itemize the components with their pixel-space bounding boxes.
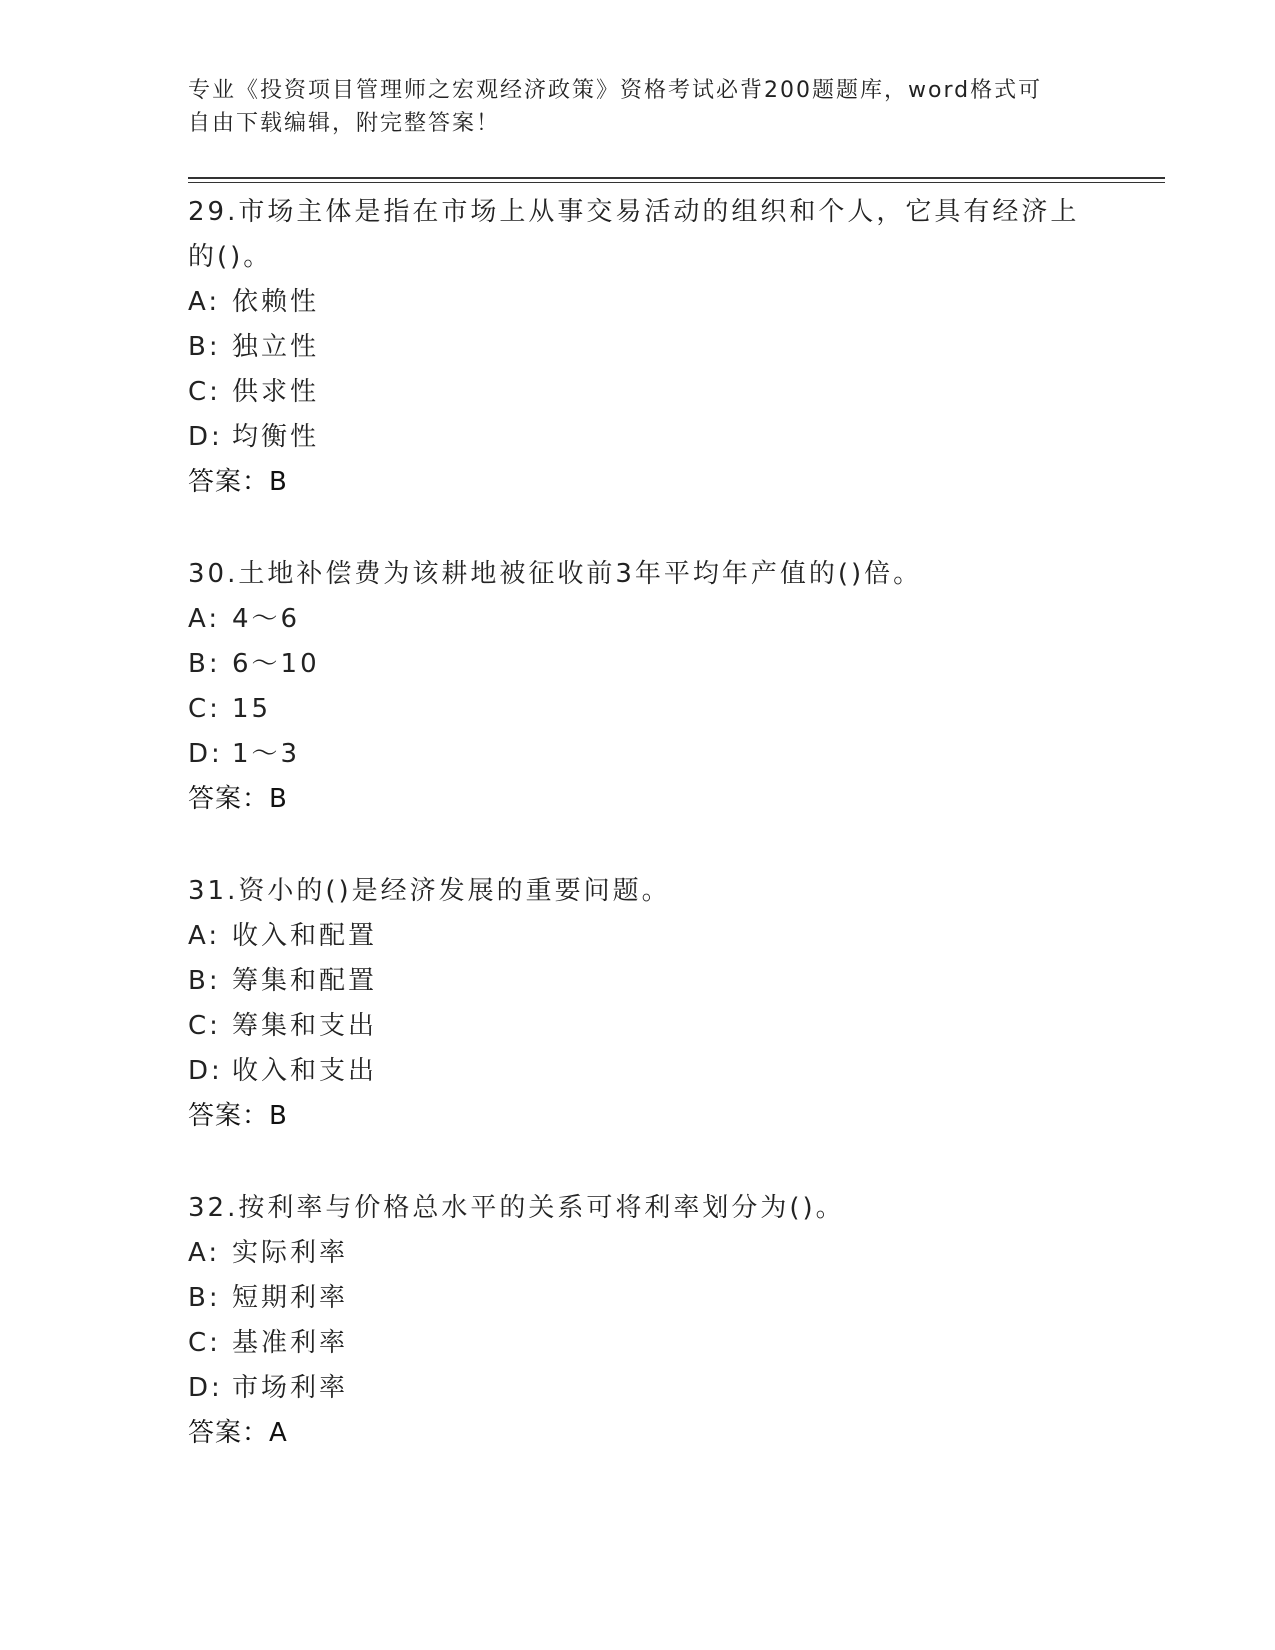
option-b <box>188 642 1088 687</box>
option-a <box>188 914 1088 959</box>
question-stem <box>188 552 1088 597</box>
option-text: 依赖性 <box>232 287 320 317</box>
stem-line: 32.按利率与价格总水平的关系可将利率划分为()。 <box>188 1193 845 1223</box>
answer: 答案：B <box>188 1101 288 1131</box>
stem-line: 的()。 <box>188 242 273 272</box>
answer: 答案：B <box>188 784 288 814</box>
option-b <box>188 325 1088 370</box>
stem-line: 30.土地补偿费为该耕地被征收前3年平均年产值的()倍。 <box>188 559 923 589</box>
option-d <box>188 1049 1088 1094</box>
option-b <box>188 1276 1088 1321</box>
option-label: A: <box>188 604 221 634</box>
question-32 <box>188 1186 1088 1456</box>
stem-line: 29.市场主体是指在市场上从事交易活动的组织和个人，它具有经济上 <box>188 197 1080 227</box>
option-text: 收入和配置 <box>232 921 378 951</box>
question-stem <box>188 869 1088 914</box>
header-line-1: 专业《投资项目管理师之宏观经济政策》资格考试必背200题题库，word格式可 <box>188 78 1043 103</box>
option-d <box>188 732 1088 777</box>
option-label: D: <box>188 1373 223 1403</box>
option-c <box>188 1321 1088 1366</box>
option-c <box>188 687 1088 732</box>
option-label: A: <box>188 287 221 317</box>
option-text: 实际利率 <box>232 1238 349 1268</box>
option-label: B: <box>188 1283 221 1313</box>
question-29 <box>188 190 1088 505</box>
option-text: 市场利率 <box>232 1373 349 1403</box>
option-label: D: <box>188 739 223 769</box>
option-text: 4～6 <box>232 604 301 634</box>
option-text: 短期利率 <box>232 1283 349 1313</box>
option-label: C: <box>188 1011 221 1041</box>
option-label: A: <box>188 1238 221 1268</box>
question-31 <box>188 869 1088 1139</box>
option-a <box>188 597 1088 642</box>
option-d <box>188 1366 1088 1411</box>
option-label: B: <box>188 649 221 679</box>
option-a <box>188 1231 1088 1276</box>
option-text: 收入和支出 <box>232 1056 378 1086</box>
header-divider-thick <box>188 177 1165 179</box>
question-stem <box>188 190 1088 280</box>
option-d <box>188 415 1088 460</box>
option-text: 15 <box>232 694 272 724</box>
option-label: C: <box>188 377 221 407</box>
option-label: C: <box>188 1328 221 1358</box>
question-30 <box>188 552 1088 822</box>
option-label: C: <box>188 694 221 724</box>
document-header <box>188 74 1088 140</box>
option-text: 独立性 <box>232 332 320 362</box>
header-line-2: 自由下载编辑，附完整答案！ <box>188 111 501 136</box>
option-text: 6～10 <box>232 649 320 679</box>
question-stem <box>188 1186 1088 1231</box>
option-label: D: <box>188 1056 223 1086</box>
header-divider-thin <box>188 182 1165 183</box>
option-c <box>188 1004 1088 1049</box>
option-text: 筹集和配置 <box>232 966 378 996</box>
option-a <box>188 280 1088 325</box>
option-text: 筹集和支出 <box>232 1011 378 1041</box>
option-c <box>188 370 1088 415</box>
option-b <box>188 959 1088 1004</box>
option-text: 1～3 <box>232 739 301 769</box>
option-label: B: <box>188 966 221 996</box>
answer: 答案：A <box>188 1418 288 1448</box>
option-label: A: <box>188 921 221 951</box>
stem-line: 31.资小的()是经济发展的重要问题。 <box>188 876 671 906</box>
option-text: 均衡性 <box>232 422 320 452</box>
option-label: D: <box>188 422 223 452</box>
option-text: 基准利率 <box>232 1328 349 1358</box>
option-label: B: <box>188 332 221 362</box>
answer: 答案：B <box>188 467 288 497</box>
option-text: 供求性 <box>232 377 320 407</box>
question-list <box>188 190 1088 1503</box>
